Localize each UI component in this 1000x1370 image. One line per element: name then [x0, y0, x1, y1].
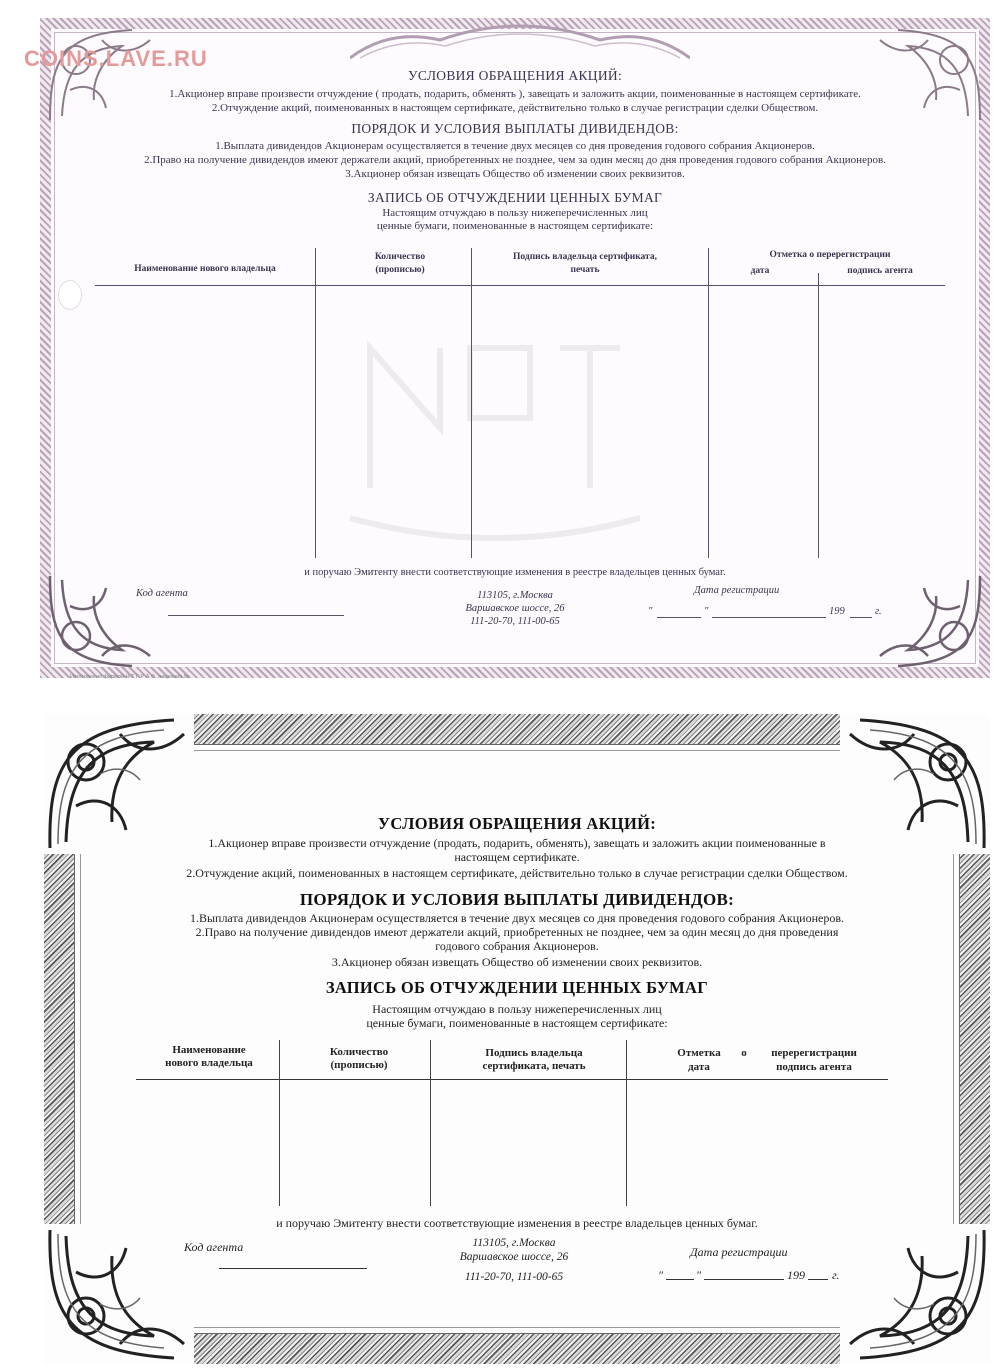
- date-day-line: [657, 617, 701, 618]
- intro-text: ценные бумаги, поименованные в настоящем сертификате:: [366, 1016, 668, 1030]
- rule-text: 2.Право на получение дивидендов имеют держатели акций, приобретенных не позднее, чем за один месяц до дня проведения годового собрания Акционеров.: [144, 154, 886, 166]
- date-year-prefix: 199: [829, 606, 845, 617]
- table-column-divider: [315, 248, 316, 558]
- intro-text: Настоящим отчуждаю в пользу нижеперечисленных лиц: [382, 207, 648, 219]
- column-header-signature-sub: сертификата, печать: [482, 1060, 586, 1072]
- certificate-back-bottom: [44, 714, 990, 1364]
- intro-text: ценные бумаги, поименованные в настоящем сертификате:: [376, 220, 654, 232]
- corner-ornament-icon: [44, 1224, 194, 1364]
- rule-text: 2.Право на получение дивидендов имеют держатели акций, приобретенных не позднее, чем за один месяц до дня проведения: [195, 925, 839, 939]
- issuer-phones: 111-20-70, 111-00-65: [464, 1271, 564, 1283]
- agent-code-label: Код агента: [184, 1240, 244, 1254]
- rule-text: 1.Выплата дивидендов Акционерам осуществляется в течение двух месяцев со дня проведения годового собрания Акционеров.: [215, 140, 815, 152]
- date-month-line: [704, 1279, 784, 1280]
- table-column-divider: [279, 1040, 280, 1206]
- rule-text: 3.Акционер обязан извещать Общество об изменении своих реквизитов.: [331, 955, 703, 969]
- column-header-quantity-sub: (прописью): [375, 265, 425, 275]
- column-header-mark: Отметка: [677, 1047, 721, 1059]
- date-quote-open: ": [648, 606, 653, 617]
- printer-imprint: Изготовлено фирмой Н Т Г Р А Ф, лицензия №: [70, 674, 190, 680]
- background-emblem: [330, 288, 660, 548]
- column-header-agent-sign: подпись агента: [847, 266, 913, 276]
- top-ornament: [350, 18, 690, 60]
- agent-code-line: [219, 1268, 367, 1269]
- heading-circulation-terms: УСЛОВИЯ ОБРАЩЕНИЯ АКЦИЙ:: [377, 814, 657, 833]
- date-month-line: [712, 617, 826, 618]
- table-column-divider: [430, 1040, 431, 1206]
- date-year-line: [850, 617, 872, 618]
- date-quote-close: ": [704, 606, 709, 617]
- rule-text: 1.Акционер вправе произвести отчуждение ( продать, подарить, обменять ), завещать и заложить акции, поименованные в настоящем сертификате.: [169, 88, 861, 100]
- heading-dividend-terms: ПОРЯДОК И УСЛОВИЯ ВЫПЛАТЫ ДИВИДЕНДОВ:: [299, 890, 735, 909]
- column-header-date: дата: [688, 1061, 710, 1073]
- heading-alienation-record: ЗАПИСЬ ОБ ОТЧУЖДЕНИИ ЦЕННЫХ БУМАГ: [325, 978, 709, 997]
- heading-circulation-terms: УСЛОВИЯ ОБРАЩЕНИЯ АКЦИЙ:: [408, 68, 622, 83]
- column-header-agent-sign: подпись агента: [776, 1061, 852, 1073]
- column-header-owner: Наименование нового владельца: [134, 264, 276, 274]
- rule-text: 3.Акционер обязан извещать Общество об изменении своих реквизитов.: [345, 168, 685, 180]
- column-header-signature: Подпись владельца сертификата,: [513, 252, 657, 262]
- date-day-line: [666, 1279, 694, 1280]
- column-header-date: дата: [750, 266, 770, 276]
- rule-text: 2.Отчуждение акций, поименованных в настоящем сертификате, действительно только в случае регистрации сделки Обществом.: [211, 102, 819, 114]
- registration-date-label: Дата регистрации: [694, 585, 780, 596]
- site-watermark: COINS.LAVE.RU: [24, 46, 208, 71]
- rule-text: настоящем сертификате.: [454, 850, 580, 864]
- column-header-owner: Наименование: [172, 1044, 246, 1056]
- column-header-quantity-sub: (прописью): [330, 1059, 388, 1071]
- issuer-address-city: 113105, г.Москва: [472, 1237, 556, 1249]
- issuer-address-street: Варшавское шоссе, 26: [465, 603, 565, 614]
- column-header-quantity: Количество: [374, 252, 426, 262]
- certificate-back-top: [40, 18, 990, 678]
- table-header-line: [136, 1079, 888, 1080]
- agent-code-line: [168, 615, 344, 616]
- agent-code-label: Код агента: [136, 588, 188, 599]
- corner-ornament-icon: [42, 566, 162, 676]
- table-column-divider: [708, 248, 709, 558]
- column-header-signature: Подпись владельца: [485, 1047, 583, 1059]
- heading-dividend-terms: ПОРЯДОК И УСЛОВИЯ ВЫПЛАТЫ ДИВИДЕНДОВ:: [351, 121, 679, 136]
- column-header-rereg: Отметка о перерегистрации: [769, 250, 891, 260]
- rule-text: 1.Акционер вправе произвести отчуждение (продать, подарить, обменять), завещать и заложить акции поименованные в: [208, 836, 826, 850]
- issuer-address-city: 113105, г.Москва: [477, 590, 553, 601]
- column-header-owner-sub: нового владельца: [165, 1057, 253, 1069]
- registration-date-label: Дата регистрации: [690, 1245, 788, 1259]
- heading-alienation-record: ЗАПИСЬ ОБ ОТЧУЖДЕНИИ ЦЕННЫХ БУМАГ: [367, 190, 663, 205]
- date-year-line: [808, 1279, 828, 1280]
- date-quote-close: ": [696, 1268, 702, 1282]
- corner-ornament-icon: [840, 1224, 990, 1364]
- instruction-note: и поручаю Эмитенту внести соответствующие изменения в реестре владельцев ценных бумаг.: [276, 1216, 758, 1230]
- table-column-divider: [626, 1040, 627, 1206]
- column-header-signature-sub: печать: [570, 265, 600, 275]
- rule-text: 2.Отчуждение акций, поименованных в настоящем сертификате, действительно только в случае регистрации сделки Обществом.: [186, 866, 848, 880]
- issuer-address-street: Варшавское шоссе, 26: [459, 1251, 569, 1263]
- column-header-quantity: Количество: [329, 1046, 389, 1058]
- corner-ornament-icon: [868, 566, 988, 676]
- date-year-prefix: 199: [787, 1268, 805, 1282]
- column-header-rereg: перерегистрации: [771, 1047, 857, 1059]
- date-quote-open: ": [658, 1268, 664, 1282]
- rule-text: годового собрания Акционеров.: [435, 939, 599, 953]
- date-year-suffix: г.: [832, 1268, 840, 1282]
- table-column-divider: [818, 273, 819, 558]
- date-year-suffix: г.: [875, 606, 882, 617]
- intro-text: Настоящим отчуждаю в пользу нижеперечисленных лиц: [372, 1002, 662, 1016]
- rule-text: 1.Выплата дивидендов Акционерам осуществляется в течение двух месяцев со дня проведения годового собрания Акционеров.: [189, 911, 845, 925]
- issuer-phones: 111-20-70, 111-00-65: [470, 616, 560, 627]
- punch-hole: [58, 280, 82, 310]
- column-header-mark-o: о: [741, 1047, 747, 1059]
- table-column-divider: [471, 248, 472, 558]
- instruction-note: и поручаю Эмитенту внести соответствующие изменения в реестре владельцев ценных бумаг.: [304, 567, 726, 578]
